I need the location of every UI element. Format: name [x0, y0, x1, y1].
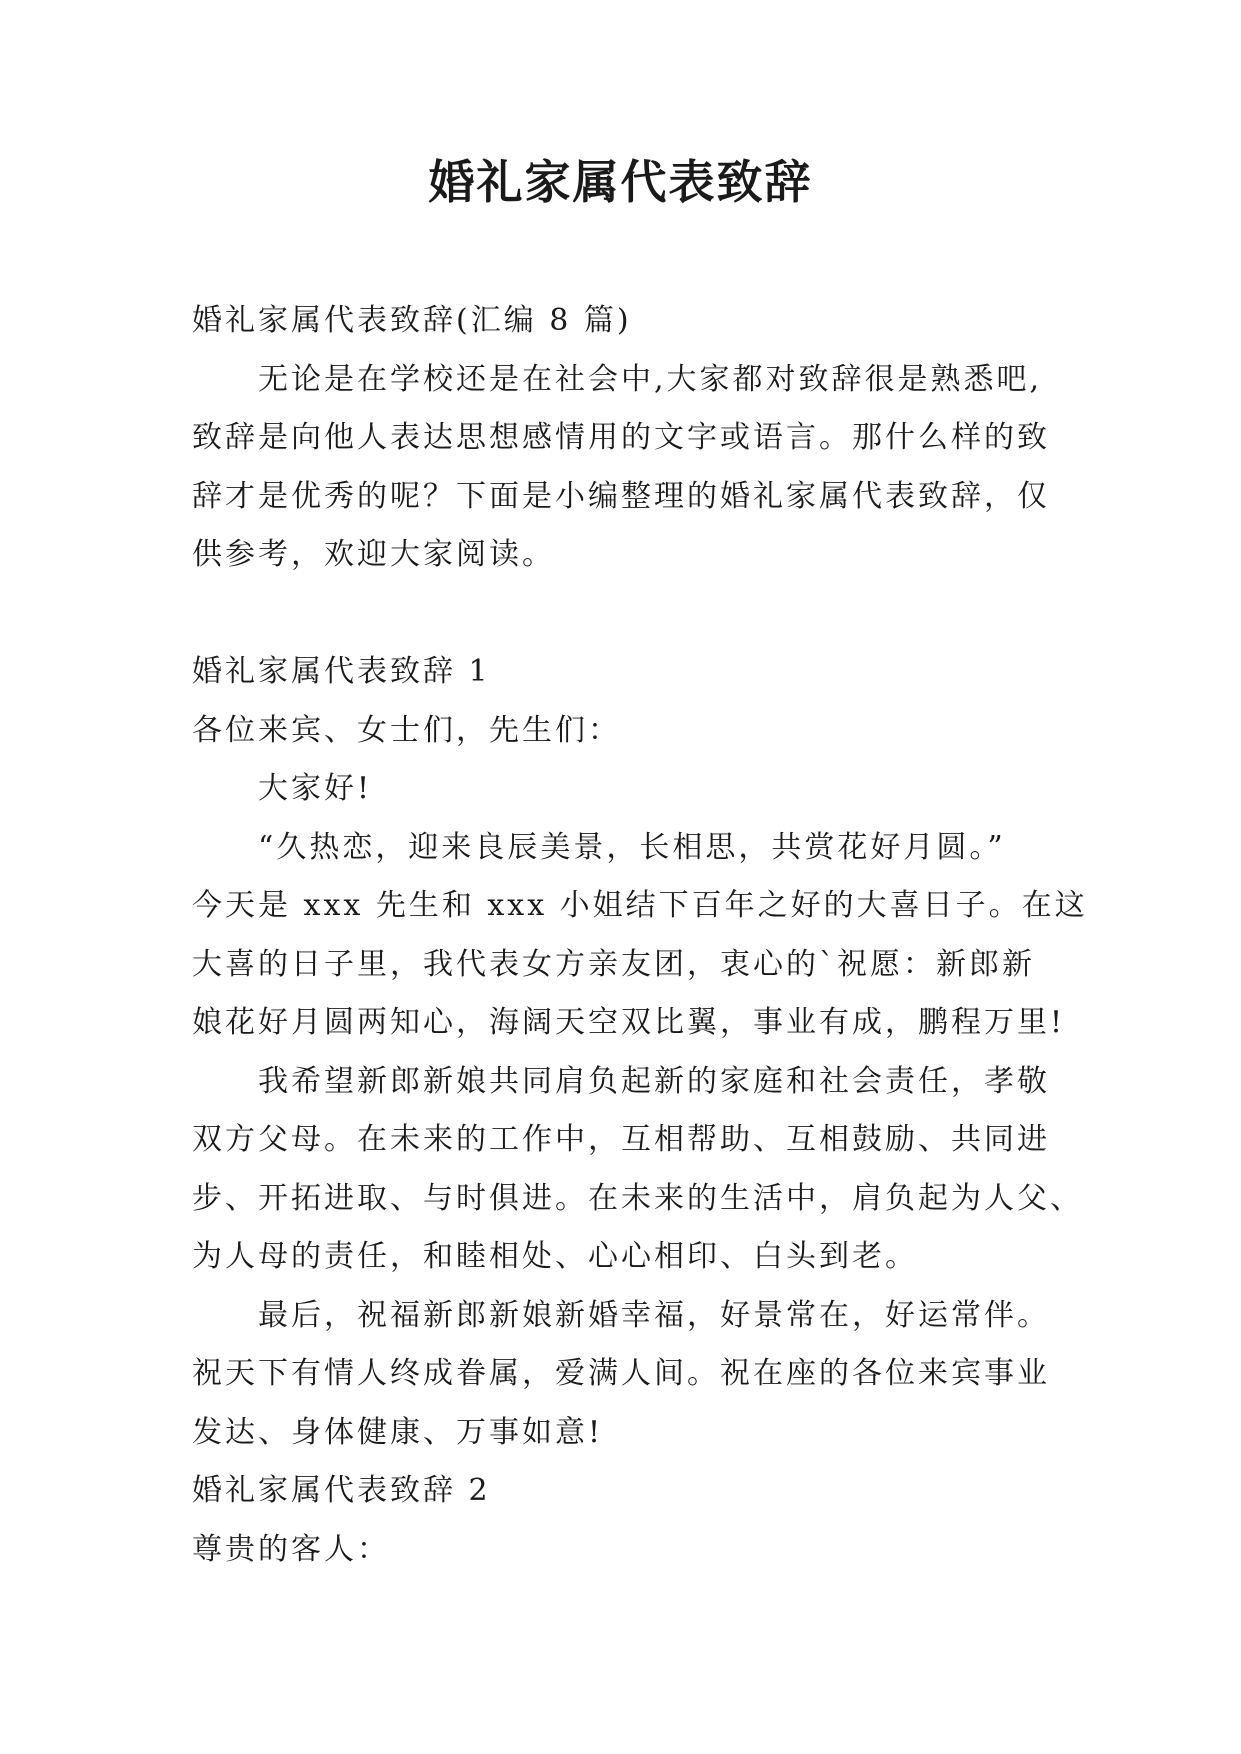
greeting: 大家好!	[258, 771, 373, 806]
document-title: 婚礼家属代表致辞	[428, 155, 813, 209]
collection-heading: 婚礼家属代表致辞(汇编 8 篇)	[192, 303, 632, 338]
speech-paragraph-line: 最后，祝福新郎新娘新婚幸福，好景常在，好运常伴。	[258, 1297, 1050, 1333]
salutation: 尊贵的客人：	[192, 1531, 390, 1567]
speech-paragraph-line: 为人母的责任，和睦相处、心心相印、白头到老。	[192, 1239, 918, 1274]
salutation: 各位来宾、女士们，先生们：	[192, 712, 621, 748]
speech-paragraph-line: 大喜的日子里，我代表女方亲友团，衷心的`祝愿：新郎新	[192, 946, 1035, 982]
speech-paragraph-line: 祝天下有情人终成眷属，爱满人间。祝在座的各位来宾事业	[192, 1356, 1050, 1391]
intro-paragraph-line: 辞才是优秀的呢？下面是小编整理的婚礼家属代表致辞，仅	[192, 478, 1050, 514]
speech-paragraph-line: 娘花好月圆两知心，海阔天空双比翼，事业有成，鹏程万里!	[192, 1005, 1066, 1040]
paragraph-gap	[192, 585, 1062, 644]
document-body	[192, 292, 1088, 1579]
intro-paragraph-line: 致辞是向他人表达思想感情用的文字或语言。那什么样的致	[192, 420, 1050, 455]
intro-paragraph-line: 供参考，欢迎大家阅读。	[192, 537, 555, 572]
speech-paragraph-line: 发达、身体健康、万事如意!	[192, 1414, 604, 1450]
section-heading-2: 婚礼家属代表致辞 2	[192, 1473, 491, 1508]
speech-paragraph-line: 步、开拓进取、与时俱进。在未来的生活中，肩负起为人父、	[192, 1180, 1083, 1216]
speech-paragraph-line: 双方父母。在未来的工作中，互相帮助、互相鼓励、共同进	[192, 1122, 1050, 1157]
speech-paragraph-line: “久热恋，迎来良辰美景，长相思，共赏花好月圆。”	[258, 829, 1006, 865]
speech-paragraph-line: 今天是 xxx 先生和 xxx 小姐结下百年之好的大喜日子。在这	[192, 888, 1088, 923]
intro-paragraph-line: 无论是在学校还是在社会中,大家都对致辞很是熟悉吧,	[258, 361, 1043, 397]
section-heading-1: 婚礼家属代表致辞 1	[192, 654, 491, 689]
speech-paragraph-line: 我希望新郎新娘共同肩负起新的家庭和社会责任，孝敬	[258, 1063, 1050, 1099]
